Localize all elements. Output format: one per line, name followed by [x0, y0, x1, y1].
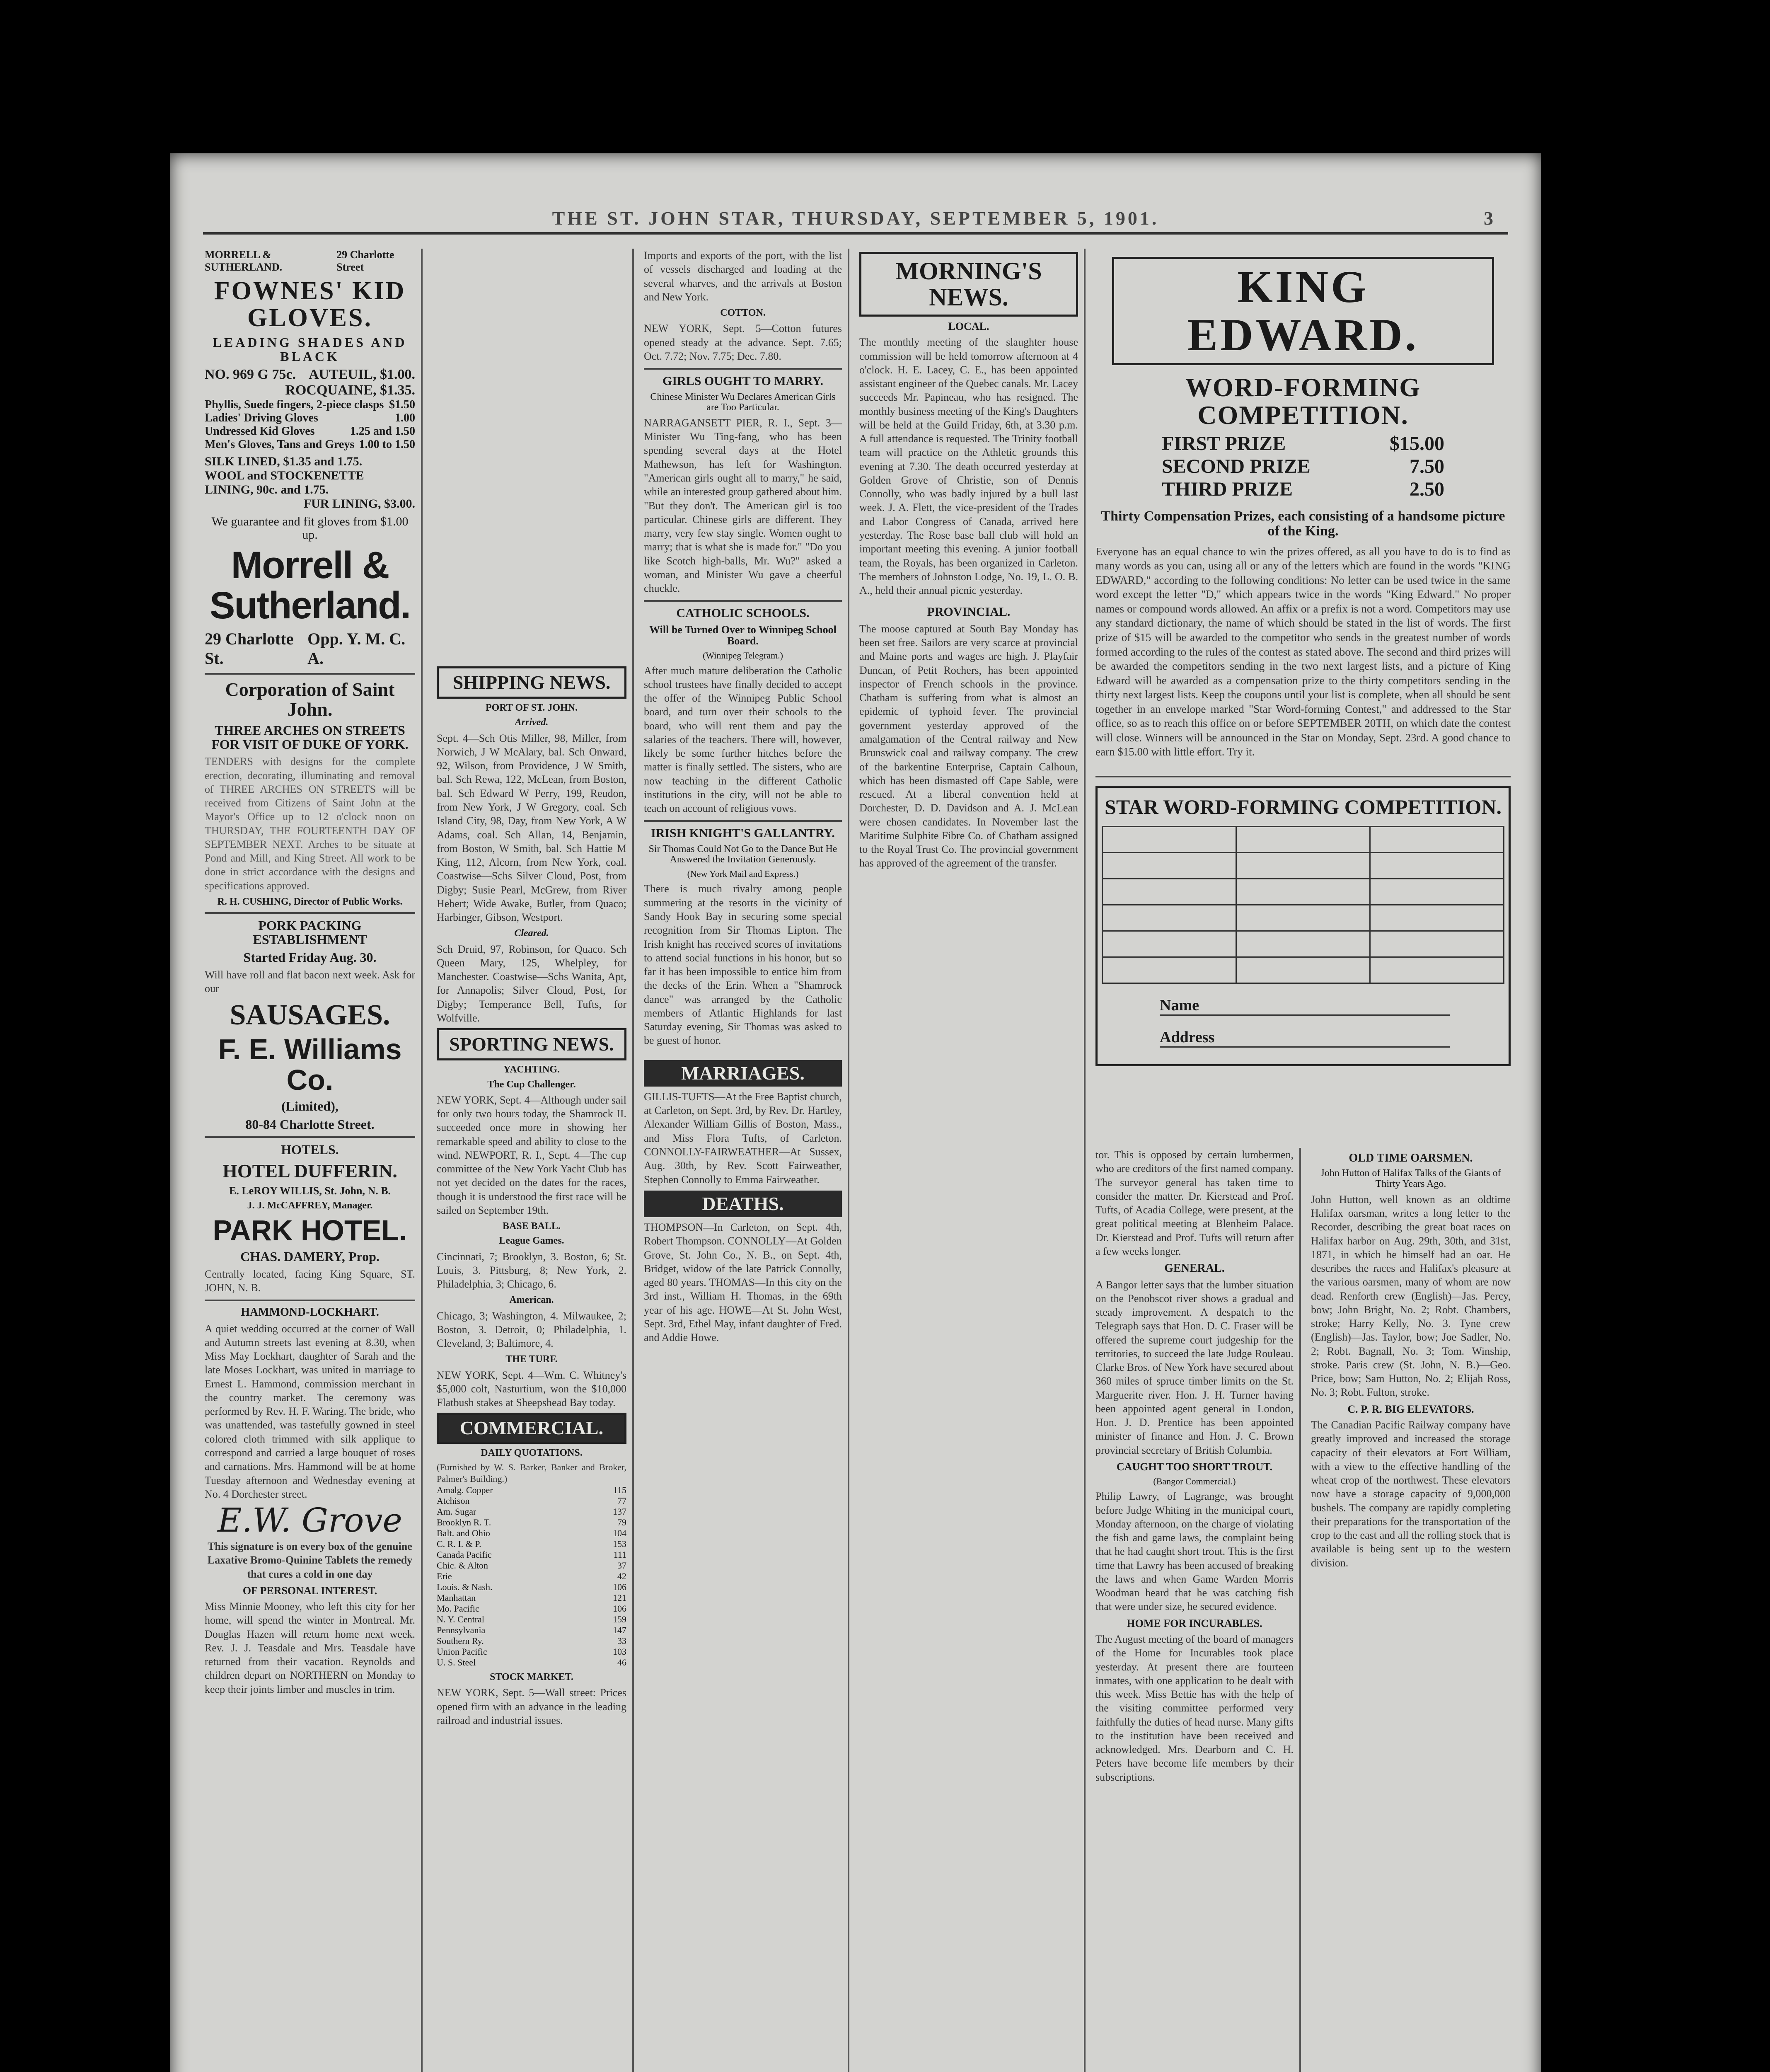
stock-row: U. S. Steel 46 — [437, 1657, 626, 1668]
column-top-text — [437, 249, 626, 663]
advertiser-line — [205, 249, 415, 274]
oarsmen-subtitle: John Hutton of Halifax Talks of the Giants of Thirty Years Ago. — [1320, 1168, 1501, 1189]
price-line-2 — [205, 382, 415, 398]
elevators-body: The Canadian Pacific Railway company have greatly improved and increased the storage capacity of their elevators at Fort William, with a view to the effective handling of the wheat crop of the northwest. These elevators now have a storage capacity of 9,000,000 bushels. The company are rapidly completing their preparations for the transportation of the crop to the east and all the rolling stock that is available is being sent up to the western division. — [1311, 1419, 1511, 1569]
price-3: ROCQUAINE, $1.35. — [285, 382, 415, 398]
elevators-heading: C. P. R. BIG ELEVATORS. — [1347, 1403, 1474, 1415]
girls-body: NARRAGANSETT PIER, R. I., Sept. 3—Minister Wu Ting-fang, who has been spending several days at the Hotel Mathewson, has left for Washington. "American girls ought all to marry," he said, while an interested group gathered about him. "But they don't. The American girl is too particular. Chinese girls are different. They marry, very few stay single. Women ought to marry; that is what she is made for." "Do you like Scotch high-balls, Mr. Wu?" asked a woman, and Minister Wu gave a cheerful chuckle. — [644, 416, 842, 595]
irish-title: IRISH KNIGHT'S GALLANTRY. — [651, 826, 835, 840]
cleared-heading: Cleared. — [514, 928, 549, 939]
column-morning-news — [854, 249, 1086, 2072]
stock-row: Balt. and Ohio 104 — [437, 1528, 626, 1539]
league-heading: League Games. — [499, 1235, 564, 1247]
page-number: 3 — [1484, 208, 1496, 229]
hotels-heading: HOTELS. — [281, 1142, 339, 1157]
stock-row: C. R. I. & P. 153 — [437, 1539, 626, 1549]
glove-item: Ladies' Driving Gloves 1.00 — [205, 411, 415, 425]
williams-address: 80-84 Charlotte Street. — [245, 1116, 375, 1132]
lining-fur: FUR LINING, $3.00. — [303, 497, 415, 511]
cleared-body: Sch Druid, 97, Robinson, for Quaco. Sch Queen Mary, 125, Whelpley, for Manchester. Coastwise—Schs Wanita, Apt, for Annapolis; Silver Cloud, Post, for Digby; Temperance Bell, Tufts, for Wolfville. — [437, 943, 626, 1024]
pork-body: Will have roll and flat bacon next week. Ask for our — [205, 968, 415, 995]
market-heading: STOCK MARKET. — [490, 1672, 573, 1683]
arches-body: TENDERS with designs for the complete erection, decorating, illuminating and removal of THREE ARCHES ON STREETS will be received from Citizens of Saint John at the Mayor's Office up to 12 o'clock noon on THURSDAY, THE FOURTEENTH DAY OF SEPTEMBER NEXT. Arches to be situate at Pond and Mill, and King Street. All work to be done in strict accordance with the designs and specifications approved. — [205, 755, 415, 892]
glove-item: Men's Gloves, Tans and Greys 1.00 to 1.50 — [205, 438, 415, 451]
column-contest — [1090, 249, 1516, 1144]
port-heading: PORT OF ST. JOHN. — [485, 702, 578, 714]
general-heading: GENERAL. — [1164, 1262, 1225, 1275]
american-body: Chicago, 3; Washington, 4. Milwaukee, 2; Boston, 3. Detroit, 0; Philadelphia, 1. Cleveland, 3; Baltimore, 4. — [437, 1310, 626, 1350]
coupon-title: STAR WORD-FORMING COMPETITION. — [1105, 795, 1502, 818]
turf-heading: THE TURF. — [505, 1354, 558, 1365]
local-body: The monthly meeting of the slaughter house commission will be held tomorrow afternoon at 4 o'clock. H. E. Lacey, C. E., has been appointed assistant engineer of the Quebec canals. Mr. Lacey succeeds Mr. Papineau, who has resigned. The monthly business meeting of the King's Daughters will be held at the Guild Friday, 6th, at 3.30 p.m. A full attendance is requested. The Trinity football team will practice on the Athletic grounds this evening at 7.30. The death occurred yesterday at Golden Grove of Christie, son of Dennis Connolly, who was badly injured by a bull last week. J. A. Flett, the vice-president of the Trades and Labor Congress of Canada, arrived here yesterday. The Rose base ball club will hold an important meeting this evening. A junior football team, the Royals, has been organized in Carleton. The members of Johnston Lodge, No. 19, L. O. B. A., held their annual picnic yesterday. — [859, 336, 1078, 597]
stock-row: Atchison 77 — [437, 1496, 626, 1506]
provincial-body: The moose captured at South Bay Monday has been set free. Sailors are very scarce at provincial and Maine ports and wages are high. J. Playfair Duncan, of Petit Rochers, has been appointed inspector of French schools in the province. Chatham is suffering from what is almost an epidemic of typhoid fever. The provincial government yesterday approved of the amalgamation of the Central railway and New Brunswick coal and railway company. The crew of the barkentine Enterprise, Captain Calhoun, which has been dismasted off Cape Sable, were rescued. At a liberal convention held at Dorchester, D. D. Davidson and A. J. McLean were chosen candidates. In November last the Maritime Sulphite Fibre Co. of Chatham assigned to the Royal Trust Co. The provincial government has approved of the agreement of the transfer. — [859, 622, 1078, 869]
firm-address: 29 Charlotte St. Opp. Y. M. C. A. — [205, 629, 406, 668]
glove-item: Phyllis, Suede fingers, 2-piece clasps $1.50 — [205, 398, 415, 411]
dufferin-sub: E. LeROY WILLIS, St. John, N. B. — [229, 1185, 391, 1197]
girls-subtitle: Chinese Minister Wu Declares American Girls are Too Particular. — [650, 391, 836, 413]
stock-row: Brooklyn R. T. 79 — [437, 1517, 626, 1528]
masthead-title: THE ST. JOHN STAR, THURSDAY, SEPTEMBER 5, 1901. — [552, 208, 1159, 229]
stock-row: N. Y. Central 159 — [437, 1614, 626, 1625]
stock-row: Louis. & Nash. 106 — [437, 1582, 626, 1593]
column-ads — [199, 249, 423, 2072]
wedding-body: A quiet wedding occurred at the corner of Wall and Autumn streets last evening at 8.30, when Miss May Lockhart, daughter of Sarah and the late Moses Lockhart, was united in marriage to Ernest L. Hammond, commission merchant in the country market. The ceremony was performed by Rev. H. F. Waring. The bride, who was unattended, was tastefully gowned in steel colored cloth trimmed with silk applique to correspond and carried a large bouquet of roses and carnations. Mrs. Hammond will be at home Tuesday afternoon and Wednesday evening at No. 4 Dorchester street. — [205, 1322, 415, 1500]
laxative-ad: This signature is on every box of the genuine Laxative Bromo-Quinine Tablets the remedy that cures a cold in one day — [207, 1540, 413, 1580]
divider — [644, 600, 842, 602]
divider — [205, 673, 415, 675]
stock-row: Erie 42 — [437, 1571, 626, 1582]
coupon-word-grid[interactable] — [1102, 826, 1504, 984]
cup-heading: The Cup Challenger. — [487, 1079, 576, 1090]
market-body: NEW YORK, Sept. 5—Wall street: Prices opened firm with an advance in the leading railroad and industrial issues. — [437, 1687, 626, 1726]
marriages-heading: MARRIAGES. — [644, 1060, 842, 1087]
sausages: SAUSAGES. — [230, 999, 390, 1031]
oarsmen-heading: OLD TIME OARSMEN. — [1349, 1152, 1473, 1164]
compensation-text: Thirty Compensation Prizes, each consisting of a handsome picture of the King. — [1101, 508, 1505, 539]
sporting-heading: SPORTING NEWS. — [437, 1028, 626, 1060]
contest-rules: Everyone has an equal chance to win the prizes offered, as all you have to do is to find as many words as you can, using all or any of the letters which are found in the words "KING EDWARD," according to the following conditions: No letter can be used twice in the same word except the letter "D," which appears twice in the words "King Edward." No proper names or compound words allowed. An affix or a prefix is not a word. Competitors may use any standard dictionary, the name of which should be stated in the list of words. The first prize of $15 will be awarded to the competitor who sends in the greatest number of words formed according to the rules of the contest as stated above. The second and third prizes will be awarded the competitors sending in the two next largest lists, and a picture of King Edward will be awarded as a compensation prize to the thirty competitors sending in the thirty next largest lists. Keep the coupons until your list is complete, when all should be sent together in an envelope marked "Star Word-forming Contest," and addressed to the Star office, so as to reach this office on or before SEPTEMBER 20TH, on which date the contest will close. Winners will be announced in the Star on Monday, Sept. 23rd. A good chance to earn $15.00 with little effort. Try it. — [1095, 545, 1511, 758]
king-edward-title: KING EDWARD. — [1112, 257, 1494, 365]
wedding-title: HAMMOND-LOCKHART. — [241, 1306, 379, 1319]
stock-row: Southern Ry. 33 — [437, 1636, 626, 1646]
coupon-address-field[interactable]: Address — [1160, 1028, 1450, 1048]
yachting-body: NEW YORK, Sept. 4—Although under sail for only two hours today, the Shamrock II. succeeded once more in showing her remarkable speed and ability to close to the wind. NEWPORT, R. I., Sept. 4—The cup committee of the New York Yacht Club has not yet decided on the dates for the races, though it is understood the first race will be sailed on September 19th. — [437, 1094, 626, 1216]
oarsmen-body: John Hutton, well known as an oldtime Halifax oarsman, writes a long letter to the Recorder, describing the great boat races on Halifax harbor on Aug. 29th, 30th, and 31st, 1871, in which he himself had an oar. He describes the races and Halifax's pleasure at the various oarsmen, many of whom are now dead. Renforth crew (English)—Jas. Percy, bow; John Bright, No. 2; Robt. Chambers, stroke; Harry Kelly, No. 3. Tyne crew (English)—Jas. Taylor, bow; Joe Sadler, No. 2; Robt. Bagnall, No. 3; Tom. Winship, stroke. Paris crew (St. John, N. B.)—Geo. Price, bow; Sam Hutton, No. 2; Elijah Ross, No. 3; Robt. Fulton, stroke. — [1311, 1193, 1511, 1399]
divider — [1095, 776, 1511, 777]
advertiser-name: MORRELL & SUTHERLAND. — [205, 249, 283, 273]
williams-name: F. E. Williams Co. — [218, 1033, 402, 1096]
baseball-body: Cincinnati, 7; Brooklyn, 3. Boston, 6; St. Louis, 3. Pittsburg, 8; New York, 2. Philadelphia, 3; Chicago, 6. — [437, 1250, 626, 1290]
gloves-subtitle: LEADING SHADES AND BLACK — [213, 335, 407, 364]
divider — [205, 912, 415, 914]
contest-title: WORD-FORMING COMPETITION. — [1185, 373, 1421, 430]
divider — [644, 368, 842, 370]
irish-subtitle: Sir Thomas Could Not Go to the Dance But He Answered the Invitation Generously. — [648, 843, 837, 865]
column-oarsmen — [1305, 1148, 1516, 2072]
price-line — [205, 367, 415, 382]
stock-row: Am. Sugar 137 — [437, 1506, 626, 1517]
prelude-body: Imports and exports of the port, with the list of vessels discharged and loading at the several wharves, and the arrivals at Boston and New York. — [644, 249, 842, 303]
guarantee: We guarantee and fit gloves from $1.00 up. — [211, 515, 409, 542]
divider — [644, 820, 842, 822]
personal-body: Miss Minnie Mooney, who left this city for her home, will spend the winter in Montreal. Mr. Douglas Hazen will return home next week. Rev. J. J. Teasdale and Mrs. Teasdale have returned from their vacation. Reynolds and children depart on NORTHERN on Monday to keep their joints limber and muscles in trim. — [205, 1600, 415, 1695]
stock-row: Union Pacific 103 — [437, 1646, 626, 1657]
divider — [205, 1136, 415, 1138]
dufferin-manager: J. J. McCAFFREY, Manager. — [247, 1200, 373, 1211]
glove-item: Undressed Kid Gloves 1.25 and 1.50 — [205, 425, 415, 438]
column-shipping-sports-lower — [431, 663, 634, 2072]
column-general — [1090, 1148, 1301, 2072]
pork-started: Started Friday Aug. 30. — [243, 950, 377, 965]
catholic-title: CATHOLIC SCHOOLS. — [676, 606, 810, 620]
quotations-note: (Furnished by W. S. Barker, Banker and Broker, Palmer's Building.) — [437, 1462, 626, 1484]
stock-row: Chic. & Alton 37 — [437, 1560, 626, 1571]
incurables-body: The August meeting of the board of managers of the Home for Incurables took place yesterday. At present there are fourteen inmates, with one application to be dealt with this week. Miss Bettie has with the help of the visiting committee performed very faithfully the duties of head nurse. Many gifts to the institution have been received and acknowledged. Mrs. Dearborn and C. H. Peters have become life members by their subscriptions. — [1095, 1633, 1294, 1783]
stock-table — [437, 1485, 626, 1668]
cotton-body: NEW YORK, Sept. 5—Cotton futures opened steady at the advance. Sept. 7.65; Oct. 7.72; Nov. 7.75; Dec. 7.80. — [644, 322, 842, 362]
pork-title: PORK PACKING ESTABLISHMENT — [253, 918, 367, 947]
lining-wool: WOOL and STOCKENETTE LINING, 90c. and 1.75. — [205, 469, 364, 497]
deaths-heading: DEATHS. — [644, 1191, 842, 1217]
stock-row: Manhattan 121 — [437, 1593, 626, 1603]
price-1: NO. 969 G 75c. — [205, 367, 296, 382]
park-title: PARK HOTEL. — [213, 1214, 407, 1247]
yachting-heading: YACHTING. — [503, 1064, 560, 1075]
incurables-heading: HOME FOR INCURABLES. — [1127, 1617, 1262, 1629]
american-heading: American. — [509, 1295, 554, 1306]
divider — [205, 1300, 415, 1301]
arches-signature: R. H. CUSHING, Director of Public Works. — [217, 896, 403, 907]
deaths-body: THOMPSON—In Carleton, on Sept. 4th, Robert Thompson. CONNOLLY—At Golden Grove, St. John Co., N. B., on Sept. 4th, Bridget, widow of the late Patrick Connolly, aged 80 years. THOMAS—In this city on the 3rd inst., William H. Thomas, in the 69th year of his age. HOWE—At St. John West, Sept. 3rd, Ethel May, infant daughter of Fred. and Addie Howe. — [644, 1221, 842, 1344]
shipping-body: Sept. 4—Sch Otis Miller, 98, Miller, from Norwich, J W McAlary, bal. Sch Onward, 92, Wilson, from Providence, J W Smith, bal. Sch Rewa, 122, McLean, from Boston, bal. Sch Edward W Perry, 199, Reudon, from New York, J W Gregory, coal. Sch Island City, 98, Day, from New York, A W Adams, coal. Sch Allan, 14, Benjamin, from Boston, W Smith, bal. Sch Hattie M King, 112, Alcorn, from New York, coal. Coastwise—Schs Silver Cloud, Post, from Digby; Susie Pearl, McGrew, from River Hebert; Wide Awake, Butler, from Quaco; Harbinger, Gibson, Westport. — [437, 732, 626, 924]
stock-row: Pennsylvania 147 — [437, 1625, 626, 1636]
arches-title: THREE ARCHES ON STREETS FOR VISIT OF DUKE OF YORK. — [211, 723, 409, 752]
prize-row: SECOND PRIZE 7.50 — [1162, 455, 1444, 478]
stock-row: Canada Pacific 111 — [437, 1549, 626, 1560]
shipping-heading: SHIPPING NEWS. — [437, 666, 626, 699]
continued-body: tor. This is opposed by certain lumbermen, who are creditors of the first named company. The surveyor general has taken time to consider the matter. Dr. Kierstead and Prof. Tufts, of Acadia College, were present, at the great political meeting at Blenheim Palace. Dr. Kierstead and Prof. Tufts will return after a few weeks longer. — [1095, 1149, 1294, 1257]
quotations-heading: DAILY QUOTATIONS. — [481, 1447, 583, 1458]
lining-silk: SILK LINED, $1.35 and 1.75. — [205, 455, 363, 469]
advertiser-address: 29 Charlotte Street — [336, 249, 394, 273]
prize-row: FIRST PRIZE $15.00 — [1162, 433, 1444, 455]
park-body: Centrally located, facing King Square, ST. JOHN, N. B. — [205, 1268, 415, 1294]
catholic-source: (Winnipeg Telegram.) — [703, 650, 783, 661]
irish-body: There is much rivalry among people summering at the resorts in the vicinity of Sandy Hook Bay in securing some special recognition from Sir Thomas Lipton. The Irish knight has received scores of invitations to attend social functions in his honor, but so far it has been impossible to entice him from the decks of the Erin. When a "Shamrock dance" was arranged by the Catholic members of Atlantic Highlands for last Saturday evening, Sir Thomas was asked to be guest of honor. — [644, 883, 842, 1047]
local-heading: LOCAL. — [948, 320, 989, 332]
gloves-title: FOWNES' KID GLOVES. — [214, 277, 406, 332]
catholic-body: After much mature deliberation the Catholic school trustees have finally decided to accept the offer of the Winnipeg Public School board, and turn over their schools to the board, who will rent them and pay the salaries of the teachers. There will, however, likely be some further hitches before the matter is finally settled. The sisters, who are now teaching in the different Catholic institutions in the city, will not be able to teach on account of religious vows. — [644, 664, 842, 815]
grove-signature: E.W. Grove — [218, 1501, 402, 1540]
girls-title: GIRLS OUGHT TO MARRY. — [663, 374, 823, 388]
corporation-title: Corporation of Saint John. — [225, 678, 395, 720]
park-proprietor: CHAS. DAMERY, Prop. — [240, 1249, 380, 1264]
prize-row: THIRD PRIZE 2.50 — [1162, 478, 1444, 501]
cotton-heading: COTTON. — [720, 307, 766, 319]
stock-row: Mo. Pacific 106 — [437, 1603, 626, 1614]
baseball-heading: BASE BALL. — [502, 1221, 561, 1232]
marriages-body: GILLIS-TUFTS—At the Free Baptist church, at Carleton, on Sept. 3rd, by Rev. Dr. Hartley, Alexander William Gillis of Boston, Mass., and Miss Flora Tufts, of Carleton. CONNOLLY-FAIRWEATHER—At Sussex, Aug. 30th, by Rev. Scott Fairweather, Stephen Connolly to Emma Fairweather. — [644, 1090, 842, 1186]
trout-source: (Bangor Commercial.) — [1153, 1476, 1236, 1487]
firm-name: Morrell & Sutherland. — [209, 544, 411, 627]
commercial-heading: COMMERCIAL. — [437, 1413, 626, 1443]
arrived-heading: Arrived. — [515, 717, 549, 728]
trout-body: Philip Lawry, of Lagrange, was brought before Judge Whiting in the municipal court, Monday afternoon, on the charge of violating the fish and game laws, the complaint being that he had caught short trout. This is the first time that Lawry has been accused of breaking the laws and when Game Warden Morris Woodman heard that he was catching fish that were under size, he secured evidence. — [1095, 1490, 1294, 1613]
masthead — [203, 207, 1508, 235]
turf-body: NEW YORK, Sept. 4—Wm. C. Whitney's $5,000 colt, Nasturtium, won the $10,000 Flatbush stakes at Sheepshead Bay today. — [437, 1369, 626, 1409]
personal-title: OF PERSONAL INTEREST. — [242, 1584, 377, 1597]
price-2: AUTEUIL, $1.00. — [309, 367, 415, 382]
trout-heading: CAUGHT TOO SHORT TROUT. — [1116, 1460, 1273, 1473]
newspaper-page — [170, 153, 1541, 2072]
catholic-subtitle: Will be Turned Over to Winnipeg School Board. — [649, 623, 837, 647]
provincial-heading: PROVINCIAL. — [927, 605, 1011, 619]
morning-news-heading: MORNING'S NEWS. — [859, 252, 1078, 317]
irish-source: (New York Mail and Express.) — [687, 869, 799, 879]
entry-coupon — [1095, 786, 1511, 1067]
general-body: A Bangor letter says that the lumber situation on the Penobscot river shows a gradual and steady improvement. A despatch to the Telegraph says that Hon. D. C. Fraser will be offered the supreme court judgeship for the territories, to succeed the late Judge Rouleau. Clarke Bros. of New York have secured about 360 miles of spruce timber limits on the St. Marguerite river. Hon. J. H. Turner having been appointed agent general in London, Hon. J. D. Prentice has been appointed minister of finance and Hon. J. C. Brown provincial secretary of British Columbia. — [1095, 1278, 1294, 1456]
column-news — [638, 249, 849, 2072]
coupon-name-field[interactable]: Name — [1160, 996, 1450, 1016]
williams-sub: (Limited), — [281, 1099, 339, 1113]
stock-row: Amalg. Copper 115 — [437, 1485, 626, 1496]
dufferin-title: HOTEL DUFFERIN. — [222, 1160, 397, 1181]
